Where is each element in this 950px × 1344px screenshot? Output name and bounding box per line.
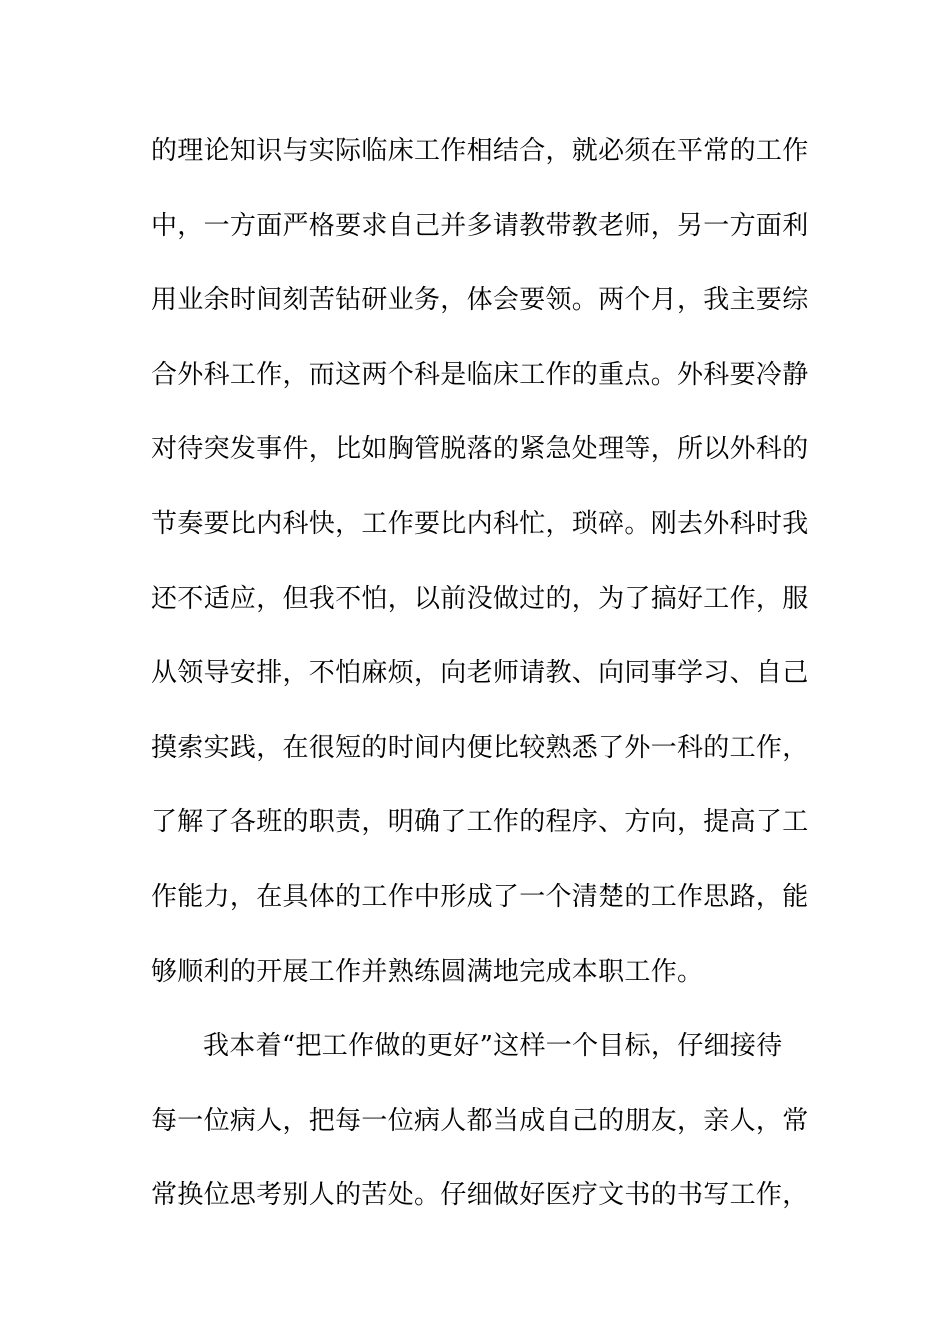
text-line: 每一位病人，把每一位病人都当成自己的朋友，亲人，常 — [151, 1105, 809, 1136]
text-line: 了解了各班的职责，明确了工作的程序、方向，提高了工 — [151, 807, 809, 838]
body-text — [151, 128, 811, 1247]
text-line: 对待突发事件，比如胸管脱落的紧急处理等，所以外科的 — [151, 434, 809, 465]
text-line: 的理论知识与实际临床工作相结合，就必须在平常的工作 — [151, 136, 809, 166]
text-line: 从领导安排，不怕麻烦，向老师请教、向同事学习、自己 — [151, 658, 809, 689]
text-line: 用业余时间刻苦钻研业务，体会要领。两个月，我主要综 — [151, 285, 809, 316]
paragraph-start-line: 我本着“把工作做的更好”这样一个目标，仔细接待 — [203, 1031, 783, 1062]
text-line: 常换位思考别人的苦处。仔细做好医疗文书的书写工作， — [151, 1180, 809, 1211]
text-line: 中，一方面严格要求自己并多请教带教老师，另一方面利 — [151, 210, 809, 241]
text-line: 摸索实践，在很短的时间内便比较熟悉了外一科的工作， — [151, 732, 809, 763]
text-line: 节奏要比内科快，工作要比内科忙，琐碎。刚去外科时我 — [151, 508, 809, 539]
text-line: 合外科工作，而这两个科是临床工作的重点。外科要冷静 — [151, 359, 809, 390]
text-line: 够顺利的开展工作并熟练圆满地完成本职工作。 — [151, 956, 704, 987]
text-line: 作能力，在具体的工作中形成了一个清楚的工作思路，能 — [151, 881, 809, 912]
text-line: 还不适应，但我不怕，以前没做过的，为了搞好工作，服 — [151, 583, 809, 614]
